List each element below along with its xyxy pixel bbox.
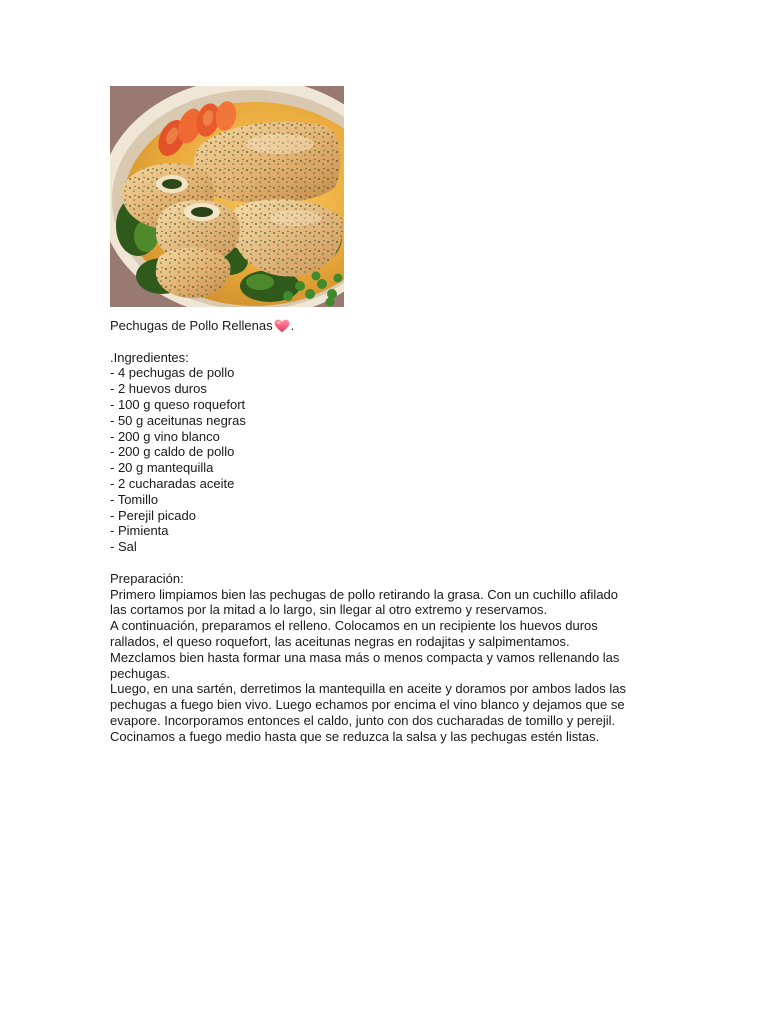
ingredient-item: - 50 g aceitunas negras <box>110 412 246 428</box>
preparation-line: rallados, el queso roquefort, las aceitunas negras en rodajitas y salpimentamos. <box>110 633 570 649</box>
preparation-line: pechugas. <box>110 665 170 681</box>
recipe-title-row <box>110 318 670 334</box>
ingredient-item: - Tomillo <box>110 491 159 507</box>
preparation-line: Cocinamos a fuego medio hasta que se reduzca la salsa y las pechugas estén listas. <box>110 728 600 744</box>
recipe-page <box>110 86 670 745</box>
title-suffix: . <box>290 318 295 333</box>
preparation-line: evapore. Incorporamos entonces el caldo, junto con dos cucharadas de tomillo y perejil. <box>110 712 616 728</box>
spacer <box>110 334 670 350</box>
ingredient-item: - 200 g caldo de pollo <box>110 444 235 460</box>
ingredient-item: - Sal <box>110 539 137 555</box>
preparation-heading: Preparación: <box>110 570 184 586</box>
ingredient-item: - Perejil picado <box>110 507 196 523</box>
ingredient-item: - 2 huevos duros <box>110 381 207 397</box>
recipe-title: Pechugas de Pollo Rellenas <box>110 318 273 333</box>
preparation-line: Primero limpiamos bien las pechugas de pollo retirando la grasa. Con un cuchillo afilado <box>110 586 619 602</box>
heart-icon <box>274 319 290 333</box>
ingredient-item: - Pimienta <box>110 523 169 539</box>
recipe-text <box>110 318 670 745</box>
ingredients-heading: .Ingredientes: <box>110 349 189 365</box>
ingredient-item: - 4 pechugas de pollo <box>110 365 235 381</box>
preparation-line: Mezclamos bien hasta formar una masa más o menos compacta y vamos rellenando las <box>110 649 620 665</box>
ingredient-item: - 2 cucharadas aceite <box>110 475 235 491</box>
preparation-line: pechugas a fuego bien vivo. Luego echamos por encima el vino blanco y dejamos que se <box>110 697 625 713</box>
preparation-line: Luego, en una sartén, derretimos la mantequilla en aceite y doramos por ambos lados las <box>110 681 626 697</box>
ingredient-item: - 100 g queso roquefort <box>110 396 246 412</box>
ingredient-item: - 200 g vino blanco <box>110 428 220 444</box>
preparation-line: las cortamos por la mitad a lo largo, sin llegar al otro extremo y reservamos. <box>110 602 548 618</box>
spacer <box>110 555 670 571</box>
stuffed-chicken-photo <box>110 86 344 307</box>
preparation-line: A continuación, preparamos el relleno. Colocamos en un recipiente los huevos duros <box>110 618 598 634</box>
ingredient-item: - 20 g mantequilla <box>110 460 214 476</box>
